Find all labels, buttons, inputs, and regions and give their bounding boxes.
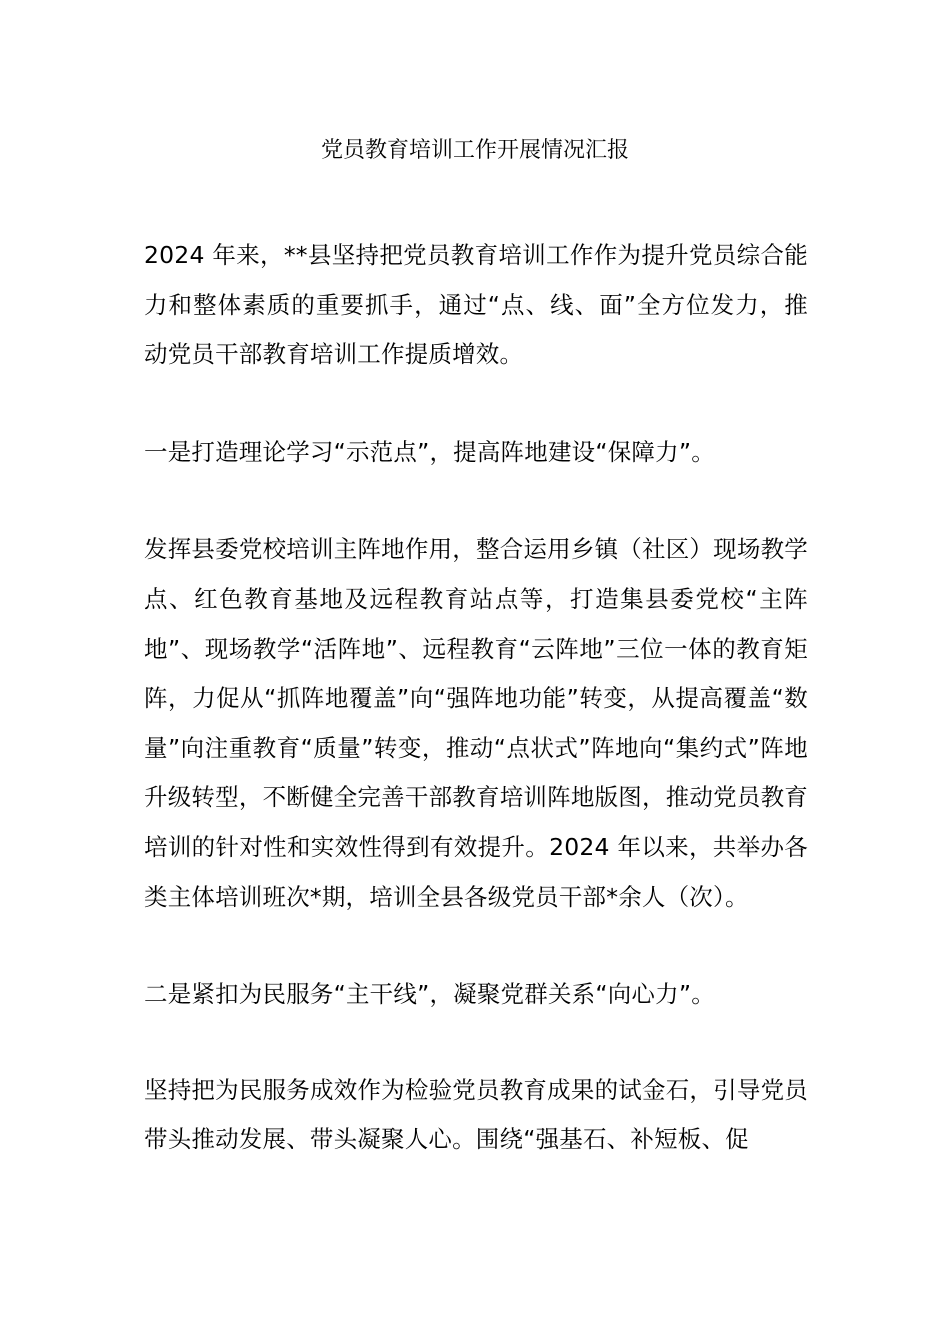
paragraph-section-2: 坚持把为民服务成效作为检验党员教育成果的试金石，引导党员带头推动发展、带头凝聚人心。围绕“强基石、补短板、促 xyxy=(144,1075,808,1154)
section-heading-1: 一是打造理论学习“示范点”，提高阵地建设“保障力”。 xyxy=(144,437,715,466)
document-body xyxy=(144,231,808,1165)
document-title: 党员教育培训工作开展情况汇报 xyxy=(320,138,629,163)
section-heading-2: 二是紧扣为民服务“主干线”，凝聚党群关系“向心力”。 xyxy=(144,980,715,1009)
paragraph-section-1: 发挥县委党校培训主阵地作用，整合运用乡镇（社区）现场教学点、红色教育基地及远程教育站点等，打造集县委党校“主阵地”、现场教学“活阵地”、远程教育“云阵地”三位一体的教育矩阵，力促从“抓阵地覆盖”向“强阵地功能”转变，从提高覆盖“数量”向注重教育“质量”转变，推动“点状式”阵地向“集约式”阵地升级转型，不断健全完善干部教育培训阵地版图，推动党员教育培训的针对性和实效性得到有效提升。2024 年以来，共举办各类主体培训班次*期，培训全县各级党员干部*余人（次）。 xyxy=(144,535,808,911)
paragraph-intro: 2024 年来，**县坚持把党员教育培训工作作为提升党员综合能力和整体素质的重要抓手，通过“点、线、面”全方位发力，推动党员干部教育培训工作提质增效。 xyxy=(144,241,808,369)
